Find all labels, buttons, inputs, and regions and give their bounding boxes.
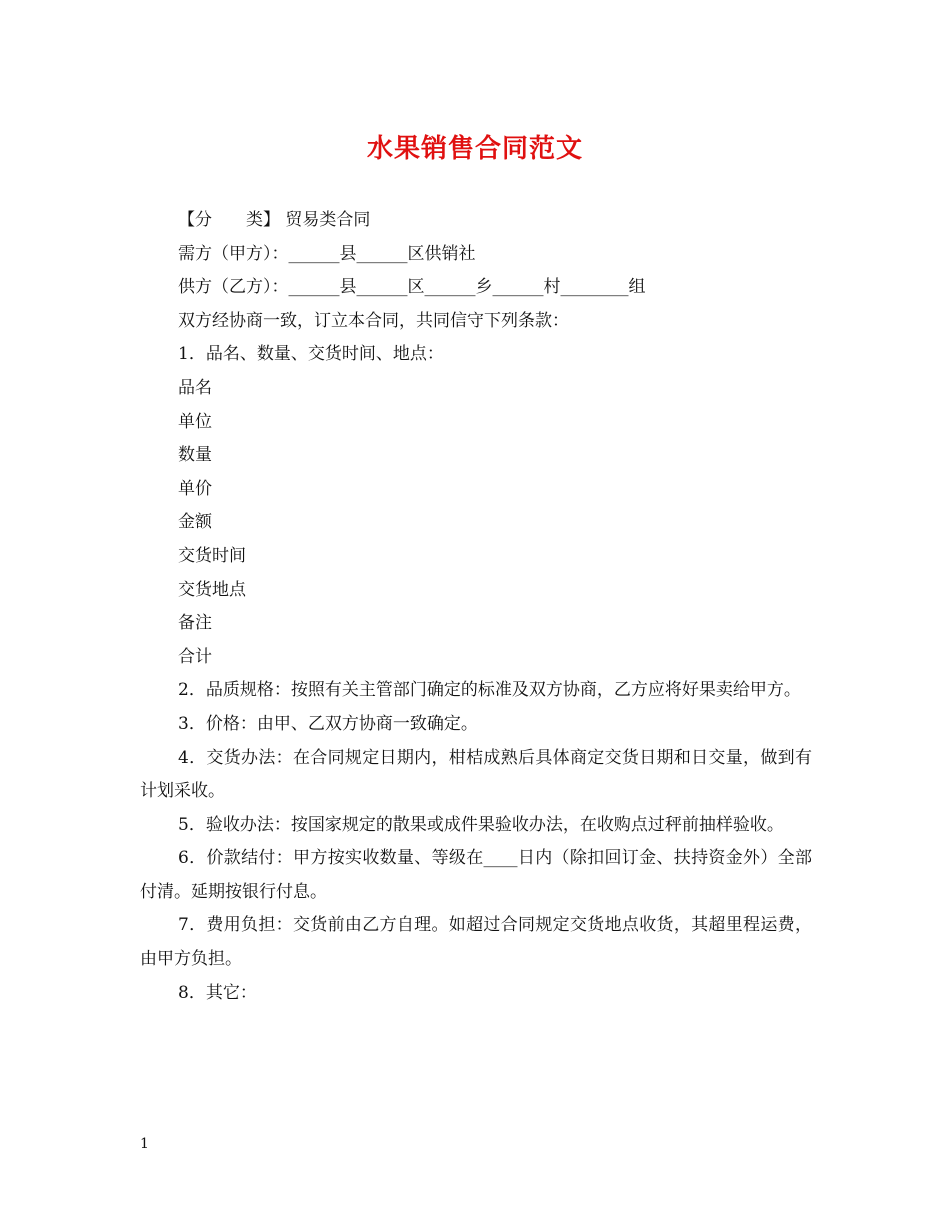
table-field-delivery-place: 交货地点	[178, 579, 246, 600]
table-field-total: 合计	[178, 646, 212, 667]
category-line	[140, 204, 812, 238]
clause-3: 3．价格：由甲、乙双方协商一致确定。	[178, 713, 478, 734]
party-b-line: 供方（乙方）：______县______区______乡______村________组	[178, 277, 646, 298]
table-field-unit-price: 单价	[178, 478, 212, 499]
clause-6: 6．价款结付：甲方按实收数量、等级在____日内（除扣回订金、扶持资金外）全部付清。延期按银行付息。	[140, 848, 812, 902]
clause-7: 7．费用负担：交货前由乙方自理。如超过合同规定交货地点收货，其超里程运费，由甲方负担。	[140, 915, 812, 970]
clause-5: 5．验收办法：按国家规定的散果或成件果验收办法，在收购点过秤前抽样验收。	[178, 814, 784, 835]
table-field-quantity: 数量	[178, 445, 212, 466]
document-title: 水果销售合同范文	[366, 134, 583, 164]
document-body	[140, 204, 812, 1010]
clause-4: 4．交货办法：在合同规定日期内，柑桔成熟后具体商定交货日期和日交量，做到有计划采收。	[140, 747, 812, 802]
table-field-remarks: 备注	[178, 613, 212, 634]
party-a-line: 需方（甲方）：______县______区供销社	[178, 243, 476, 264]
clause-8: 8．其它：	[178, 982, 257, 1003]
table-field-amount: 金额	[178, 512, 212, 533]
table-field-delivery-time: 交货时间	[178, 545, 246, 566]
table-field-name: 品名	[178, 377, 212, 398]
table-field-unit: 单位	[178, 411, 212, 432]
clause-1: 1．品名、数量、交货时间、地点：	[178, 344, 444, 365]
page-number: 1	[140, 1136, 149, 1152]
clause-2: 2．品质规格：按照有关主管部门确定的标准及双方协商，乙方应将好果卖给甲方。	[178, 680, 801, 701]
category-label: 【分 类】	[178, 210, 280, 230]
intro-line: 双方经协商一致，订立本合同，共同信守下列条款：	[178, 310, 569, 331]
category-value: 贸易类合同	[285, 210, 371, 230]
